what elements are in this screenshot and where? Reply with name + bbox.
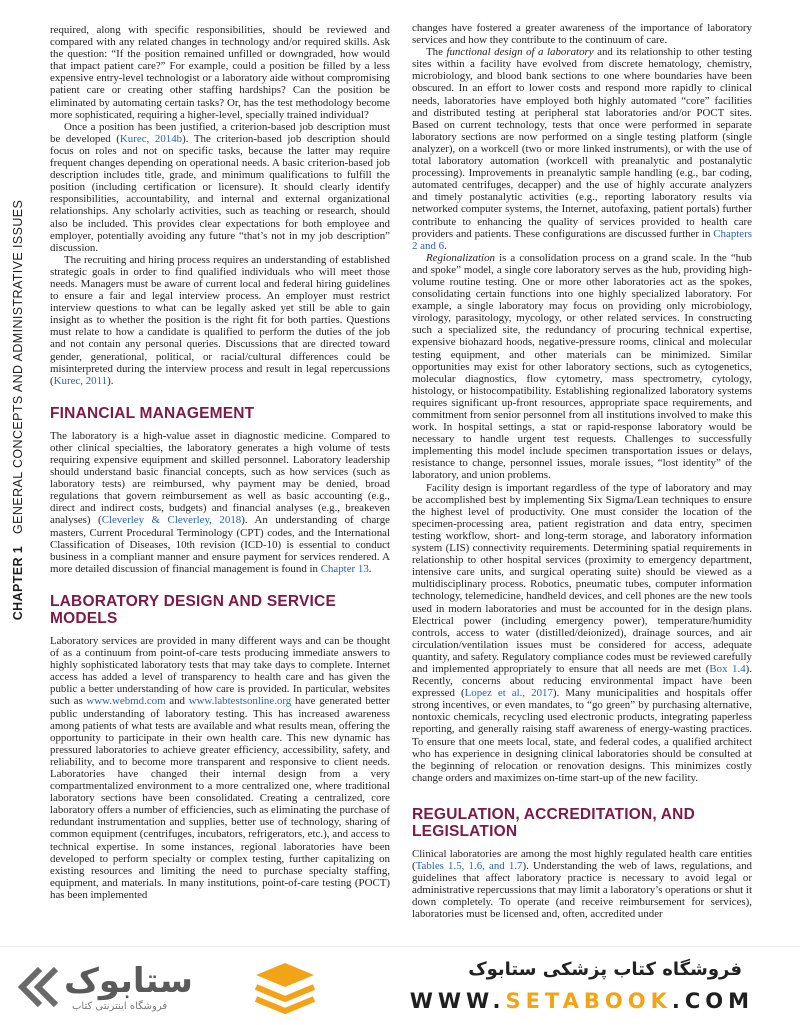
paragraph: Regionalization is a consolidation process on a grand scale. In the “hub and spoke” model, a single core laboratory serves as the hub, providing high-volume routine testing. One or more other laboratories act as the spokes, consolidating certain functions into one highly specialized laboratory. For example, a single laboratory may focus on providing only microbiology, virology, parasitology, mycology, or other related services. In constructing such a specialized site, the redundancy of procuring technical expertise, expensive biohazard hoods, negative-pressure rooms, clinical and molecular testing equipment, and other materials can be minimized. Similar opportunities may exist for other laboratory sections, such as cytogenetics, molecular diagnostics, flow cytometry, mass spectrometry, cytology, histology, or histocompatibility. Establishing regionalized laboratory systems requires significant up-front resources, appropriate space requirements, and commitment from senior personnel from all institutions involved to make this work. In hospital settings, a stat or rapid-response laboratory would be necessary to handle urgent test requests. Challenges to successfully implementing this model include specimen transportation issues or delays, resistance to change, personnel issues, morale issues, “lost identity” of the laboratory, and union problems. xyxy=(412,251,752,482)
section-heading-design: LABORATORY DESIGN AND SERVICE MODELS xyxy=(50,592,336,627)
paragraph: Once a position has been justified, a criterion-based job description must be developed (Kurec, 2014b). The criterion-based job description should focus on roles and not on specific tasks, because the latter may require frequent changes depending on operational needs. A basic criterion-based job description includes title, grade, and minimum qualifications to fulfill the position (including certification or licensure). It should clearly identify responsibilities, accountability, and internal and external organizational relationships. Any scholarly activities, such as teaching or research, should also be included. This provides clear expectations for both employee and employer, potentially avoiding any future “that’s not in my job description” discussion. xyxy=(50,120,390,254)
paragraph: The recruiting and hiring process requires an understanding of established strategic goals in order to find qualified individuals who will meet those needs. Managers must be aware of current local and federal hiring guidelines to ensure a fair and legal interview process. An employer must restrict interview questions to what can be legally asked yet still be able to gain insight as to whether the position is the right fit for both parties. Questions must relate to how a candidate is qualified to perform the duties of the job and not contain any personal queries. Discussions that are directed toward gender, generational, political, or racial/cultural differences could be misinterpreted during the interview process and result in legal repercussions (Kurec, 2011). xyxy=(50,253,390,387)
citation-link[interactable]: Lopez et al., 2017 xyxy=(464,687,553,700)
store-url[interactable]: WWW.SETABOOK.COM xyxy=(409,989,754,1013)
paragraph: The laboratory is a high-value asset in diagnostic medicine. Compared to other clinical specialties, the laboratory generates a high volume of tests requiring expensive equipment and skilled personnel. Laboratory leadership should understand basic financial concepts, such as how services (such as laboratory tests) are reimbursed, why payment may be denied, broad regulations that govern reimbursement as well as basic accounting (e.g., direct and indirect costs, budgets) and financial analyses (e.g., breakeven analyses) (Cleverley & Cleverley, 2018). An understanding of charge masters, Current Procedural Terminology (CPT) codes, and the International Classification of Diseases, 10th revision (ICD-10) is essential to conduct business in a compliant manner and ensure payment for services rendered. A more detailed discussion of financial management is found in Chapter 13. xyxy=(50,429,390,575)
emphasis: functional design of a laboratory xyxy=(446,46,594,59)
citation-link[interactable]: Kurec, 2014b xyxy=(119,132,183,145)
chevron-logo-icon xyxy=(14,965,62,1009)
citation-link[interactable]: Kurec, 2011 xyxy=(53,374,108,387)
paragraph: Facility design is important regardless of the type of laboratory and may be accomplished best by implementing Six Sigma/Lean techniques to ensure the highest level of productivity. One must consider the location of the specimen-processing area, patient registration and data entry, specimen testing workflow, short- and long-term storage, and laboratory information system (LIS) connectivity requirements. Determining spatial requirements in relationship to other hospital services (proximity to emergency department, intensive care units, and surgical operating suite) should be viewed as a multidisciplinary process. Robotics, pneumatic tubes, computer information technology, telemedicine, handheld devices, and cell phones are the new tools used in modern laboratories and must be accounted for in the design plans. Electrical power (including emergency power), temperature/humidity controls, access to water (distilled/deionized), drainage sources, and air circulation/ventilation issues must be considered for access, adequate quantity, and safety. Regulatory compliance codes must be reviewed carefully and implemented appropriately to ensure that all needs are met (Box 1.4). Recently, concerns about reducing environmental impact have been expressed (Lopez et al., 2017). Many municipalities and hospitals offer strong incentives, or even mandates, to “go green” by purchasing alternative, nontoxic chemicals, recycling used electronic products, integrating paperless reporting, and generally raising staff awareness of energy-wasting practices. To ensure that one meets local, state, and federal codes, a qualified architect who has experience in designing clinical laboratories should be consulted at the beginning of relocation or renovation designs. This minimizes costly change orders and maximizes on-time start-up of the new facility. xyxy=(412,481,753,784)
logo-wordmark: ستابوک xyxy=(64,961,193,1001)
web-link[interactable]: www.webmd.com xyxy=(86,695,166,708)
web-link[interactable]: www.labtestsonline.org xyxy=(188,695,292,708)
logo-subtitle: فروشگاه اینترنتی کتاب xyxy=(72,1001,168,1012)
section-heading-regulation: REGULATION, ACCREDITATION, AND LEGISLATION xyxy=(412,805,695,840)
paragraph: changes have fostered a greater awareness of the importance of laboratory services and how they contribute to the continuum of care. xyxy=(412,22,752,47)
paragraph: The functional design of a laboratory and its relationship to other testing sites within a facility have evolved from discrete hematology, chemistry, microbiology, and blood bank sections to one where boundaries have been obscured. In an effort to lower costs and respond more rapidly to clinical needs, laboratories have employed both highly automated “core” facilities and distributed testing at peripheral stat laboratories and/or POCT sites. Based on current technology, tests that once were performed in separate laboratory sections are now performed on a single testing platform (single analyzer), on a workcell (two or more linked instruments), or with the use of total laboratory automation (workcell with preanalytic and postanalytic processing). Improvements in preanalytic sample handling (e.g., bar coding, automated centrifuges, decapper) and the use of highly accurate analyzers and timely postanalytic activities (e.g., reporting laboratory results via networked computer systems, the Internet, autofaxing, patient portals) further contribute to enhancing the quality of services provided to health care providers and patients. These configurations are discussed further in Chapters 2 and 6. xyxy=(412,46,753,252)
chapter-title: GENERAL CONCEPTS AND ADMINISTRATIVE ISSUES xyxy=(11,199,25,534)
chapter-number: CHAPTER 1 xyxy=(11,545,25,621)
left-column xyxy=(50,24,390,901)
section-heading-financial: FINANCIAL MANAGEMENT xyxy=(50,404,255,422)
paragraph: Laboratory services are provided in many different ways and can be thought of as a continuum from point-of-care tests producing immediate answers to highly sophisticated laboratory tests that may take days to complete. Internet access has added a level of transparency to health care and has given the public a better understanding of how care is provided. In particular, websites such as www.webmd.com and www.labtestsonline.org have generated better public understanding of laboratory testing. This has increased awareness among patients of what tests are available and what results mean, offering the opportunity to participate in their own health care. This new dynamic has pressured laboratories to achieve greater efficiency, accessibility, safety, and reliability, and to become more transparent and responsive to client needs. Laboratories have changed their internal design from a very compartmentalized environment to a more centralized one, where traditional laboratory sections have been consolidated. Creating a centralized, core laboratory offers a number of efficiencies, such as eliminating the purchase of redundant instrumentation and supplies, better use of technology, sharing of common equipment (centrifuges, incubators, refrigerators, etc.), and access to technical expertise. In some instances, regional laboratories have been developed to perform specialty or complex testing, further capitalizing on existing resources and limiting the need to purchase specialty staffing, equipment, and materials. In many institutions, point-of-care testing (POCT) has been implemented xyxy=(50,634,391,901)
right-column xyxy=(412,22,752,920)
table-link[interactable]: Tables 1.5, 1.6, and 1.7 xyxy=(415,860,523,872)
emphasis: Regionalization xyxy=(426,251,495,264)
box-link[interactable]: Box 1.4 xyxy=(709,662,746,675)
watermark-banner xyxy=(0,946,800,1025)
book-stack-icon xyxy=(250,961,320,1017)
chapter-side-label xyxy=(11,200,25,621)
chapter-link[interactable]: Chapters 2 and 6 xyxy=(412,227,752,252)
setabook-logo xyxy=(14,961,314,1017)
paragraph: Clinical laboratories are among the most highly regulated health care entities (Tables 1.5, 1.6, and 1.7). Understanding the web of laws, regulations, and guidelines that affect laboratory practice is necessary to avoid legal or administrative repercussions that may limit a laboratory’s operations or shut it down completely. To operate (and receive reimbursement for services), laboratories must be licensed and, often, accredited under xyxy=(412,847,753,921)
paragraph: required, along with specific responsibilities, should be reviewed and compared with any related changes in technology and/or required skills. Ask the question: “If the position remained unfilled or downgraded, how would that impact patient care?” For example, could a position be filled by a less expensive entry-level technologist or a laboratory aide without compromising patient care or creating other staffing hardships? Can the position be eliminated by automating certain tasks? Or, has the test methodology become more sophisticated, requiring a higher-level, specially trained individual? xyxy=(50,24,390,121)
chapter-side-tab xyxy=(0,0,36,946)
chapter-link[interactable]: Chapter 13 xyxy=(320,562,369,575)
store-title: فروشگاه کتاب پزشکی ستابوک xyxy=(468,959,742,980)
citation-link[interactable]: Cleverley & Cleverley, 2018 xyxy=(101,514,242,527)
